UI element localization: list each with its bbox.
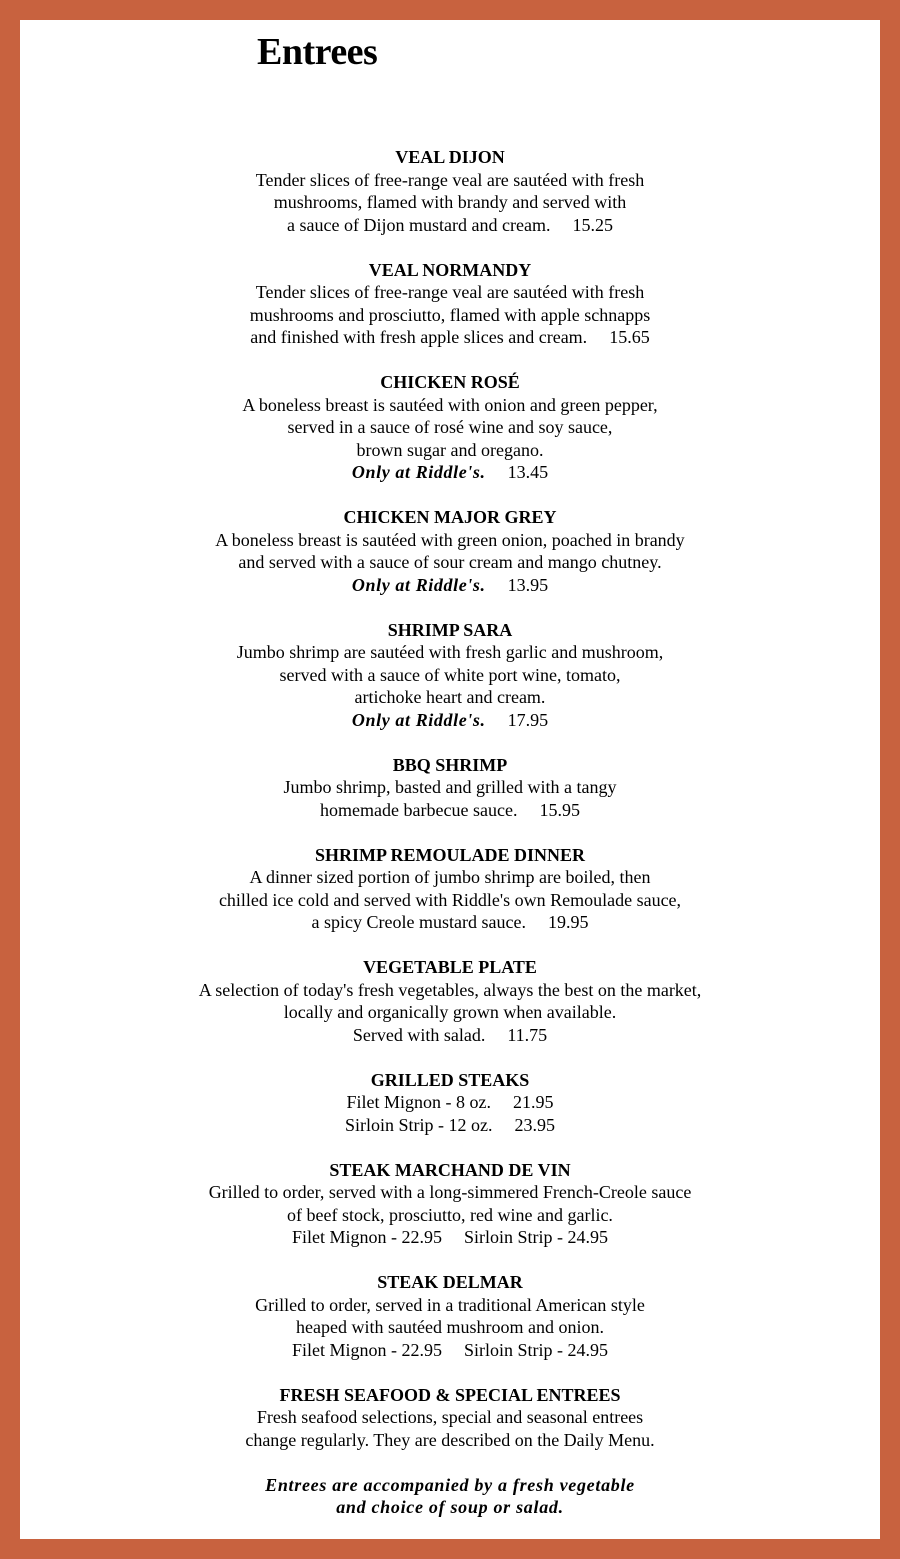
menu-item-bbq-shrimp	[20, 754, 880, 822]
menu-item-vegetable-plate	[20, 956, 880, 1046]
item-description-line: of beef stock, prosciutto, red wine and garlic.	[287, 1204, 613, 1225]
item-description-line: Grilled to order, served in a traditional American style	[255, 1294, 645, 1315]
item-description-text: Served with salad.	[352, 1024, 486, 1045]
item-description-line: Grilled to order, served with a long-simmered French-Creole sauce	[208, 1182, 692, 1202]
menu-item-grilled-steaks	[20, 1069, 880, 1137]
item-description-text: a spicy Creole mustard sauce.	[311, 912, 526, 932]
menu-item-chicken-rose	[20, 371, 880, 484]
item-name: STEAK DELMAR	[377, 1272, 523, 1292]
page-title: Entrees	[257, 31, 378, 73]
item-description-line: mushrooms, flamed with brandy and served with	[273, 192, 627, 212]
item-description-line: mushrooms and prosciutto, flamed with apple schnapps	[249, 304, 651, 325]
menu-item-shrimp-remoulade-dinner	[20, 844, 880, 934]
item-description-line: locally and organically grown when available.	[283, 1002, 617, 1022]
item-name: SHRIMP REMOULADE DINNER	[314, 844, 586, 865]
entree-list	[20, 146, 880, 1519]
item-name: VEAL DIJON	[395, 147, 505, 167]
item-note: Only at Riddle's.	[351, 462, 486, 482]
item-description-line: A selection of today's fresh vegetables, always the best on the market,	[198, 979, 702, 1000]
menu-item-steak-marchand-de-vin	[20, 1159, 880, 1249]
item-description-text: and finished with fresh apple slices and cream.	[250, 327, 588, 347]
item-description-line: served with a sauce of white port wine, tomato,	[279, 664, 621, 685]
item-name: GRILLED STEAKS	[370, 1069, 530, 1090]
item-price: 11.75	[507, 1024, 548, 1045]
footer-line: Entrees are accompanied by a fresh vegetable	[265, 1474, 635, 1495]
item-option: Filet Mignon - 22.95	[291, 1227, 442, 1247]
item-description-line	[20, 1024, 880, 1047]
item-name: BBQ SHRIMP	[392, 754, 508, 775]
item-name: SHRIMP SARA	[387, 619, 513, 640]
item-name: CHICKEN MAJOR GREY	[343, 507, 557, 527]
item-description-line: Jumbo shrimp are sautéed with fresh garlic and mushroom,	[236, 642, 664, 662]
item-name: STEAK MARCHAND DE VIN	[329, 1159, 571, 1180]
item-description-line: brown sugar and oregano.	[356, 439, 544, 460]
item-price: 13.45	[507, 462, 549, 482]
item-note-line	[20, 461, 880, 484]
item-description-line: artichoke heart and cream.	[354, 687, 546, 707]
footer-line: and choice of soup or salad.	[336, 1497, 564, 1517]
item-price-line	[20, 1226, 880, 1249]
item-price: 23.95	[514, 1114, 555, 1135]
item-name: CHICKEN ROSÉ	[380, 372, 520, 392]
item-description-line	[20, 911, 880, 934]
item-price-line	[20, 1091, 880, 1114]
item-option: Sirloin Strip - 24.95	[464, 1227, 609, 1247]
item-option: Sirloin Strip - 12 oz.	[345, 1114, 493, 1135]
item-price: 15.95	[539, 799, 580, 820]
item-description-text: a sauce of Dijon mustard and cream.	[287, 214, 551, 235]
item-option: Filet Mignon - 22.95	[291, 1339, 442, 1360]
menu-footer-note	[20, 1474, 880, 1519]
item-price: 21.95	[513, 1092, 554, 1112]
item-price: 15.65	[609, 327, 650, 347]
item-price: 17.95	[507, 709, 549, 730]
item-price: 19.95	[547, 912, 589, 932]
item-option: Filet Mignon - 8 oz.	[346, 1092, 491, 1112]
item-description-line: Tender slices of free-range veal are sautéed with fresh	[255, 169, 645, 190]
item-price: 15.25	[572, 214, 613, 235]
item-price: 13.95	[507, 574, 549, 595]
menu-item-steak-delmar	[20, 1271, 880, 1361]
item-description-line	[20, 799, 880, 822]
item-description-line	[20, 326, 880, 349]
item-name: VEAL NORMANDY	[368, 259, 532, 280]
item-description-line: Tender slices of free-range veal are sautéed with fresh	[255, 282, 645, 302]
item-name: FRESH SEAFOOD & SPECIAL ENTREES	[279, 1384, 621, 1405]
menu-item-veal-dijon	[20, 146, 880, 236]
item-price-line	[20, 1339, 880, 1362]
menu-item-fresh-seafood-special-entrees	[20, 1384, 880, 1452]
item-option: Sirloin Strip - 24.95	[464, 1339, 609, 1360]
item-description-line: Fresh seafood selections, special and seasonal entrees	[256, 1407, 644, 1427]
item-price-line	[20, 1114, 880, 1137]
item-note: Only at Riddle's.	[351, 574, 486, 595]
menu-page	[20, 20, 880, 1539]
item-description-line	[20, 214, 880, 237]
menu-item-shrimp-sara	[20, 619, 880, 732]
item-note-line	[20, 709, 880, 732]
item-description-line: and served with a sauce of sour cream and mango chutney.	[238, 552, 662, 572]
item-note-line	[20, 574, 880, 597]
item-description-line: A dinner sized portion of jumbo shrimp are boiled, then	[249, 867, 651, 887]
menu-item-chicken-major-grey	[20, 506, 880, 596]
item-description-line: chilled ice cold and served with Riddle's own Remoulade sauce,	[218, 889, 682, 910]
item-description-line: Jumbo shrimp, basted and grilled with a tangy	[283, 777, 617, 797]
item-note: Only at Riddle's.	[351, 709, 486, 730]
item-description-line: A boneless breast is sautéed with onion and green pepper,	[242, 394, 658, 415]
menu-item-veal-normandy	[20, 259, 880, 349]
item-description-line: served in a sauce of rosé wine and soy sauce,	[287, 417, 613, 437]
item-name: VEGETABLE PLATE	[363, 957, 537, 977]
item-description-line: heaped with sautéed mushroom and onion.	[296, 1317, 604, 1337]
item-description-line: change regularly. They are described on the Daily Menu.	[245, 1429, 655, 1450]
item-description-text: homemade barbecue sauce.	[320, 799, 518, 820]
item-description-line: A boneless breast is sautéed with green onion, poached in brandy	[215, 529, 685, 550]
